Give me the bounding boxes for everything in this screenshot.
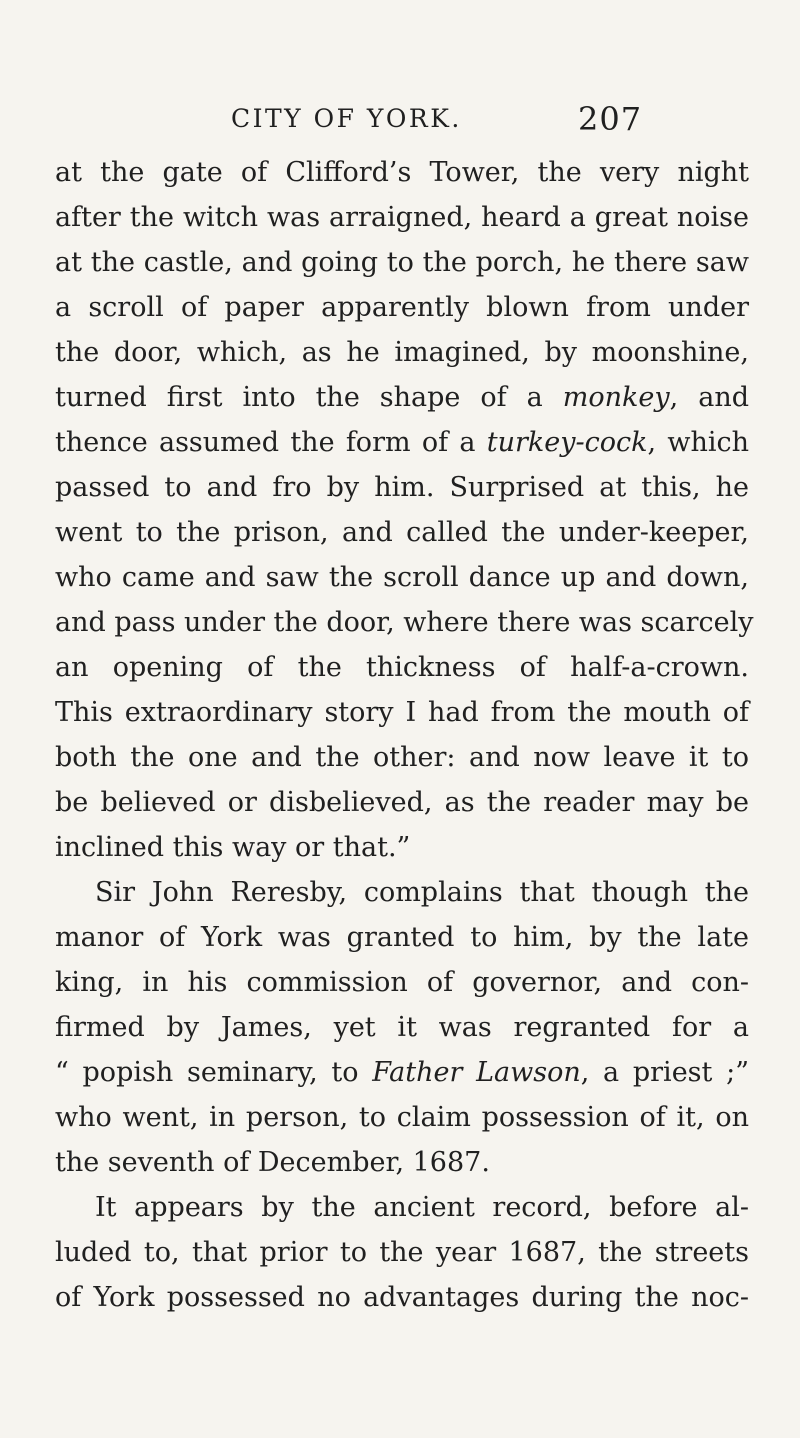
text-line: at the castle, and going to the porch, he there saw: [55, 247, 749, 278]
italic-word: monkey: [562, 382, 670, 413]
text-line: went to the prison, and called the under-keeper,: [55, 517, 749, 548]
text-line: an opening of the thickness of half-a-crown.: [55, 652, 749, 683]
text-line: thence assumed the form of a turkey-cock, which: [55, 427, 750, 458]
text-line: the door, which, as he imagined, by moonshine,: [55, 337, 749, 368]
text-line: passed to and fro by him. Surprised at this, he: [55, 472, 749, 503]
text-line: “ popish seminary, to Father Lawson, a priest ;”: [55, 1057, 749, 1088]
text-line: be believed or disbelieved, as the reader may be: [55, 787, 749, 818]
page-number: 207: [578, 100, 643, 138]
text-line: at the gate of Clifford’s Tower, the very night: [55, 157, 749, 188]
text-line: manor of York was granted to him, by the late: [55, 922, 749, 953]
text-line: after the witch was arraigned, heard a great noise: [55, 202, 749, 233]
text-line: king, in his commission of governor, and con-: [55, 967, 749, 998]
running-head: [0, 100, 800, 140]
text-line: This extraordinary story I had from the mouth of: [55, 697, 749, 728]
text-line: inclined this way or that.”: [55, 832, 411, 863]
text-line: who went, in person, to claim possession of it, on: [55, 1102, 749, 1133]
text-line: who came and saw the scroll dance up and down,: [55, 562, 749, 593]
text-line: the seventh of December, 1687.: [55, 1147, 490, 1178]
italic-name: Father Lawson: [372, 1057, 581, 1088]
text-line: Sir John Reresby, complains that though the: [95, 877, 749, 908]
italic-word: turkey-cock: [486, 427, 648, 458]
text-line: turned first into the shape of a monkey, and: [55, 382, 750, 413]
text-line: a scroll of paper apparently blown from under: [55, 292, 749, 323]
text-line: luded to, that prior to the year 1687, the streets: [55, 1237, 749, 1268]
text-line: firmed by James, yet it was regranted for a: [55, 1012, 749, 1043]
text-line: and pass under the door, where there was scarcely: [55, 607, 754, 638]
text-line: both the one and the other: and now leave it to: [55, 742, 749, 773]
running-head-title: CITY OF YORK.: [231, 104, 462, 133]
text-line: of York possessed no advantages during the noc-: [55, 1282, 749, 1313]
text-line: It appears by the ancient record, before al-: [95, 1192, 749, 1223]
